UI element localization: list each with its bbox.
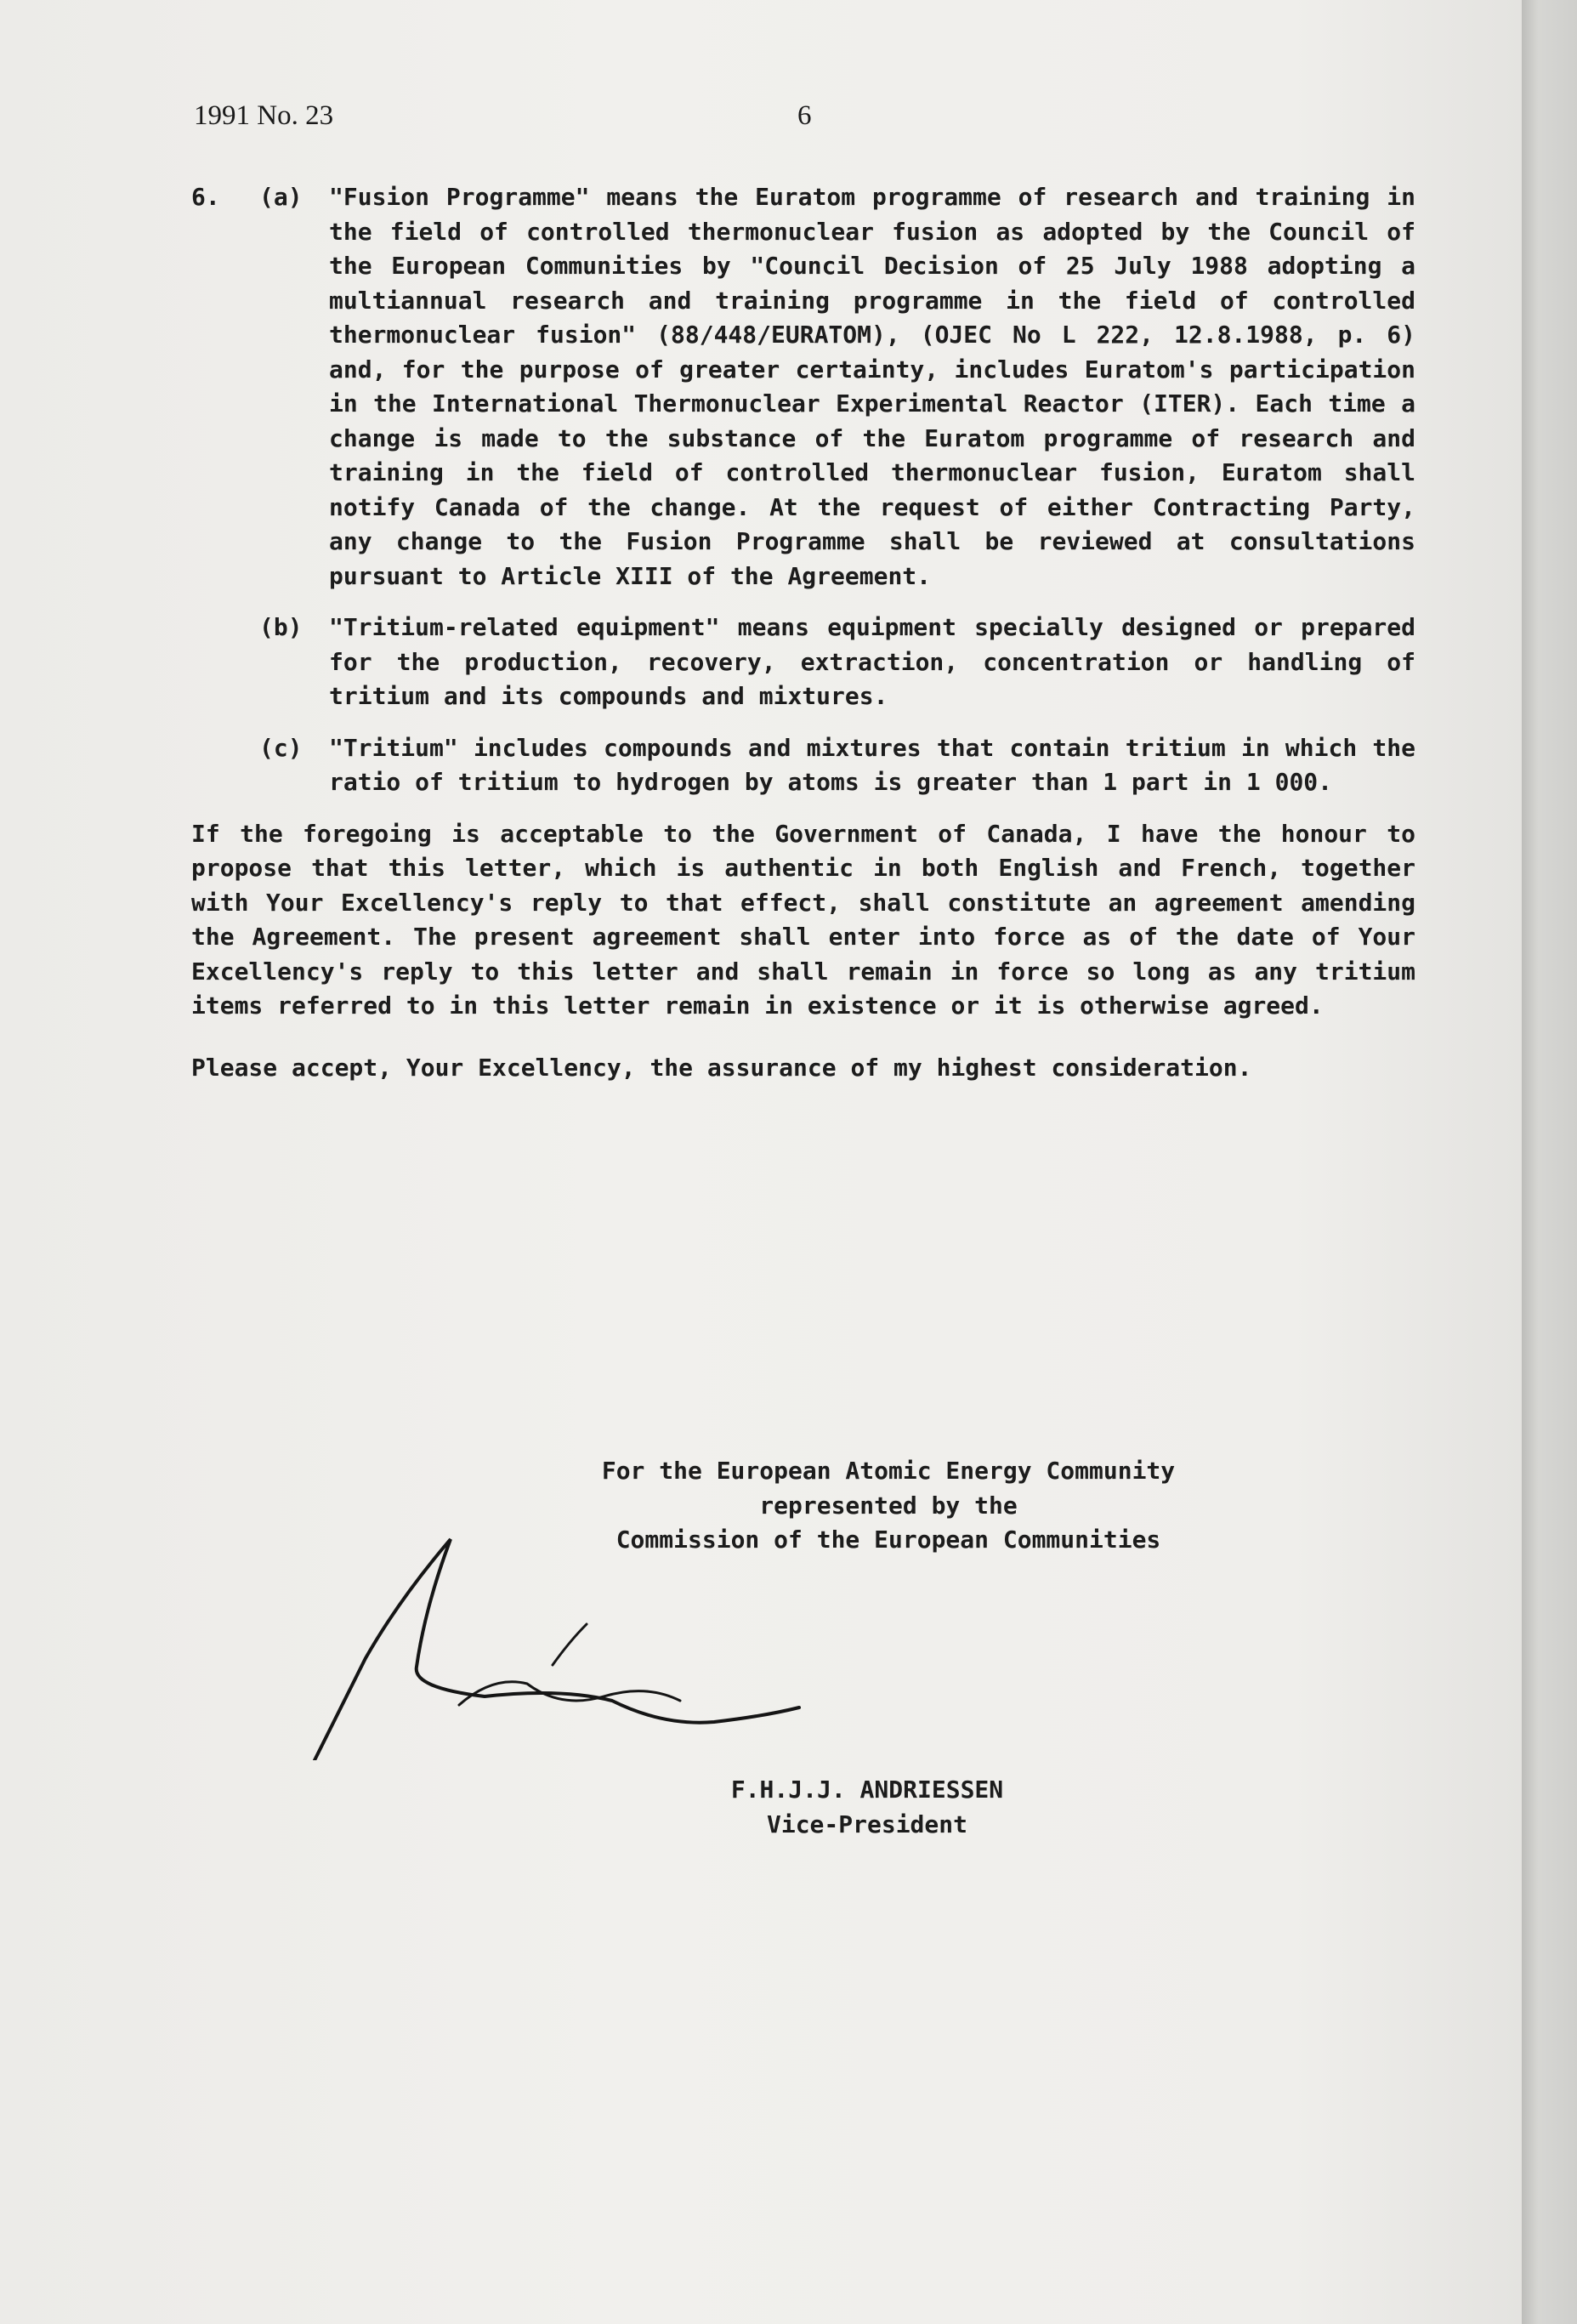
item-text-a: "Fusion Programme" means the Euratom programme of research and training in the field of controlled thermonuclear fusion as adopted by the Council of the European Communities by "Council Decision of 25 July 1988 adopting a multiannual research and training programme in the field of controlled thermonuclear fusion" (88/448/EURATOM), (OJEC No L 222, 12.8.1988, p. 6) and, for the purpose of greater certainty, includes Euratom's participation in the International Thermonuclear Experimental Reactor (ITER). Each time a change is made to the substance of the Euratom programme of research and training in the field of controlled thermonuclear fusion, Euratom shall notify Canada of the change. At the request of either Contracting Party, any change to the Fusion Programme shall be reviewed at consultations pursuant to Article XIII of the Agreement. <box>329 183 1415 590</box>
signatory-name-block <box>0 1773 1394 1842</box>
running-head: 1991 No. 23 <box>194 100 334 131</box>
signatory-line-2: represented by the <box>759 1491 1018 1520</box>
document-body <box>191 180 1415 1085</box>
item-6-a <box>191 180 1415 594</box>
page-number: 6 <box>797 100 812 131</box>
signatory-line-3: Commission of the European Communities <box>615 1526 1161 1554</box>
item-text-c: "Tritium" includes compounds and mixtures that contain tritium in which the ratio of tritium to hydrogen by atoms is greater than 1 part in 1 000. <box>329 733 1415 796</box>
page-header <box>194 100 1418 143</box>
item-label-c: (c) <box>259 733 303 762</box>
item-text-b: "Tritium-related equipment" means equipment specially designed or prepared for the production, recovery, extraction, concentration or handling of tritium and its compounds and mixtures. <box>329 613 1415 710</box>
signatory-title: Vice-President <box>766 1810 967 1838</box>
courtesy-paragraph: Please accept, Your Excellency, the assurance of my highest consideration. <box>191 1053 1252 1082</box>
item-label-b: (b) <box>259 613 303 641</box>
closing-paragraph: If the foregoing is acceptable to the Government of Canada, I have the honour to propose that this letter, which is authentic in both English and French, together with Your Excellency's reply to that effect, shall constitute an agreement amending the Agreement. The present agreement shall enter into force as of the date of Your Excellency's reply to this letter and shall remain in force so long as any tritium items referred to in this letter remain in existence or it is otherwise agreed. <box>191 819 1415 1020</box>
signatory-name: F.H.J.J. ANDRIESSEN <box>730 1776 1004 1804</box>
item-label-a: (a) <box>259 183 303 211</box>
item-number: 6. <box>191 183 220 211</box>
page-edge <box>1522 0 1577 2324</box>
item-6-c <box>191 731 1415 800</box>
item-6-b <box>191 611 1415 714</box>
handwritten-signature <box>204 1505 884 1760</box>
signatory-line-1: For the European Atomic Energy Community <box>601 1457 1176 1485</box>
